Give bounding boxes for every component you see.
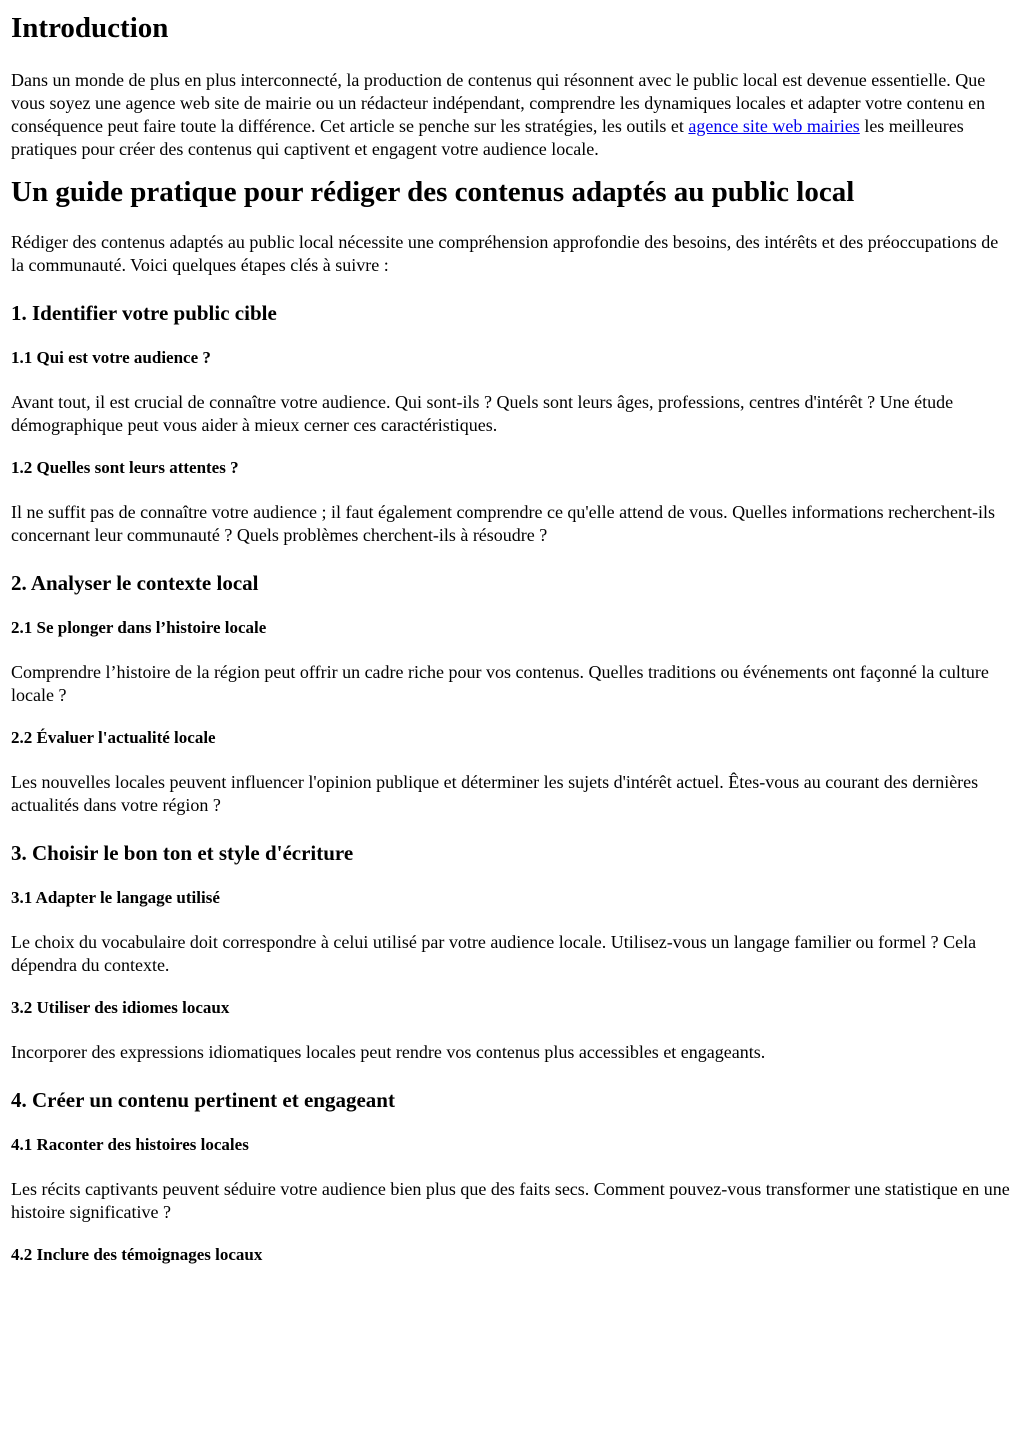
intro-paragraph [11,69,1014,161]
intro-text-before-link: Dans un monde de plus en plus interconnecté, la production de contenus qui résonnent avec le public local est devenue essentielle. Que vous soyez une agence web site de mairie ou un rédacteur indépendant, comprendre les dynamiques locales et adapter votre contenu en conséquence peut faire toute la différence. Cet article se penche sur les stratégies, les outils et [11,70,986,136]
subsection-heading-1-1: 1.1 Qui est votre audience ? [11,348,211,367]
subsection-heading-1-2: 1.2 Quelles sont leurs attentes ? [11,458,239,477]
subsection-paragraph-1-1: Avant tout, il est crucial de connaître votre audience. Qui sont-ils ? Quels sont leurs âges, professions, centres d'intérêt ? Une étude démographique peut vous aider à mieux cerner ces caractéristiques. [11,392,954,435]
subsection-paragraph-3-2: Incorporer des expressions idiomatiques locales peut rendre vos contenus plus accessibles et engageants. [11,1042,766,1062]
subsection-paragraph-3-1: Le choix du vocabulaire doit correspondre à celui utilisé par votre audience locale. Utilisez-vous un langage familier ou formel ? Cela dépendra du contexte. [11,932,977,975]
subsection-heading-2-2: 2.2 Évaluer l'actualité locale [11,728,216,747]
section-heading-4: 4. Créer un contenu pertinent et engageant [11,1088,395,1112]
guide-paragraph: Rédiger des contenus adaptés au public local nécessite une compréhension approfondie des besoins, des intérêts et des préoccupations de la communauté. Voici quelques étapes clés à suivre : [11,232,999,275]
subsection-paragraph-1-2: Il ne suffit pas de connaître votre audience ; il faut également comprendre ce qu'elle attend de vous. Quelles informations recherchent-ils concernant leur communauté ? Quels problèmes cherchent-ils à résoudre ? [11,502,996,545]
subsection-heading-3-1: 3.1 Adapter le langage utilisé [11,888,220,907]
subsection-heading-3-2: 3.2 Utiliser des idiomes locaux [11,998,230,1017]
section-heading-1: 1. Identifier votre public cible [11,301,277,325]
subsection-heading-4-2: 4.2 Inclure des témoignages locaux [11,1245,263,1264]
subsection-paragraph-4-1: Les récits captivants peuvent séduire votre audience bien plus que des faits secs. Comment pouvez-vous transformer une statistique en une histoire significative ? [11,1179,1010,1222]
subsection-heading-4-1: 4.1 Raconter des histoires locales [11,1135,249,1154]
subsection-paragraph-2-1: Comprendre l’histoire de la région peut offrir un cadre riche pour vos contenus. Quelles traditions ou événements ont façonné la culture locale ? [11,662,989,705]
subsection-heading-2-1: 2.1 Se plonger dans l’histoire locale [11,618,267,637]
intro-text-after-link: les meilleures pratiques pour créer des contenus qui captivent et engagent votre audience locale. [11,116,964,159]
section-heading-3: 3. Choisir le bon ton et style d'écriture [11,841,354,865]
section-heading-2: 2. Analyser le contexte local [11,571,259,595]
intro-heading: Introduction [11,12,169,44]
guide-heading: Un guide pratique pour rédiger des contenus adaptés au public local [11,176,855,208]
subsection-paragraph-2-2: Les nouvelles locales peuvent influencer l'opinion publique et déterminer les sujets d'intérêt actuel. Êtes-vous au courant des dernières actualités dans votre région ? [11,772,979,815]
agence-site-web-mairies-link[interactable]: agence site web mairies [688,116,860,136]
